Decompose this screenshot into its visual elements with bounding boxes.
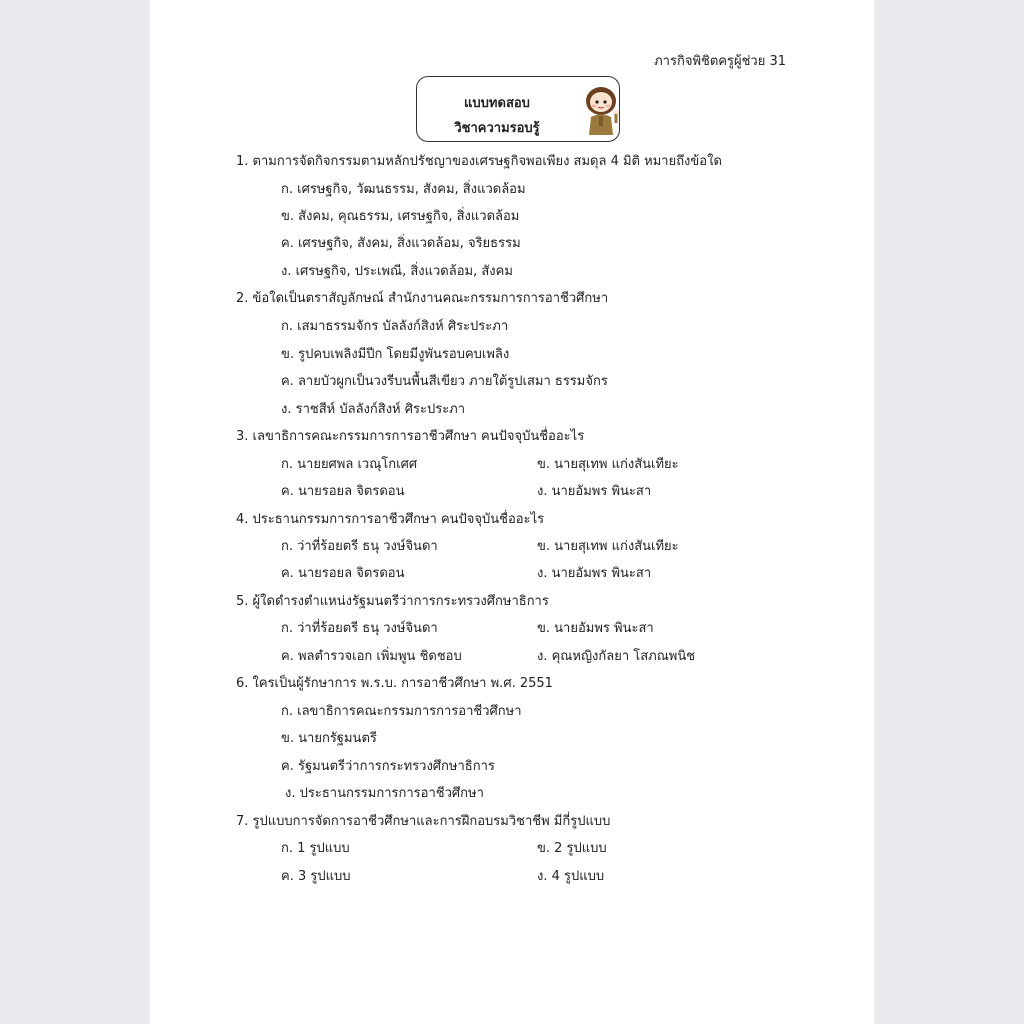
q4-option-a: ก. ว่าที่ร้อยตรี ธนุ วงษ์จินดา: [281, 539, 438, 554]
q7-option-c: ค. 3 รูปแบบ: [281, 869, 351, 884]
q1-option-c: ค. เศรษฐกิจ, สังคม, สิ่งแวดล้อม, จริยธรรม: [281, 236, 521, 251]
q6-option-a: ก. เลขาธิการคณะกรรมการการอาชีวศึกษา: [281, 704, 522, 719]
q6-option-d: ง. ประธานกรรมการการอาชีวศึกษา: [285, 786, 484, 801]
q3-option-a: ก. นายยศพล เวณุโกเศศ: [281, 457, 418, 472]
title-box: [416, 76, 620, 142]
q2-option-c: ค. ลายบัวผูกเป็นวงรีบนพื้นสีเขียว ภายใต้รูปเสมา ธรรมจักร: [281, 374, 608, 389]
q4-option-c: ค. นายรอยล จิตรดอน: [281, 566, 405, 581]
question-4: 4. ประธานกรรมการการอาชีวศึกษา คนปัจจุบันชื่ออะไร: [236, 512, 545, 527]
q3-option-b: ข. นายสุเทพ แก่งสันเทียะ: [537, 457, 679, 472]
q3-option-c: ค. นายรอยล จิตรดอน: [281, 484, 405, 499]
q4-option-b: ข. นายสุเทพ แก่งสันเทียะ: [537, 539, 679, 554]
q7-option-d: ง. 4 รูปแบบ: [537, 869, 605, 884]
q3-option-d: ง. นายอัมพร พินะสา: [537, 484, 652, 499]
q5-option-d: ง. คุณหญิงกัลยา โสภณพนิช: [537, 649, 696, 664]
question-6: 6. ใครเป็นผู้รักษาการ พ.ร.บ. การอาชีวศึกษา พ.ศ. 2551: [236, 676, 553, 691]
question-3: 3. เลขาธิการคณะกรรมการการอาชีวศึกษา คนปัจจุบันชื่ออะไร: [236, 429, 585, 444]
question-7: 7. รูปแบบการจัดการอาชีวศึกษาและการฝึกอบรมวิชาชีพ มีกี่รูปแบบ: [236, 814, 611, 829]
title-line-1: แบบทดสอบ: [464, 96, 530, 111]
q1-option-a: ก. เศรษฐกิจ, วัฒนธรรม, สังคม, สิ่งแวดล้อม: [281, 182, 526, 197]
q6-option-c: ค. รัฐมนตรีว่าการกระทรวงศึกษาธิการ: [281, 759, 495, 774]
teacher-mascot-icon: [580, 83, 622, 135]
q4-option-d: ง. นายอัมพร พินะสา: [537, 566, 652, 581]
question-5: 5. ผู้ใดดำรงตำแหน่งรัฐมนตรีว่าการกระทรวงศึกษาธิการ: [236, 594, 549, 609]
q2-option-d: ง. ราชสีห์ บัลลังก์สิงห์ ศิระประภา: [281, 402, 466, 417]
question-1: 1. ตามการจัดกิจกรรมตามหลักปรัชญาของเศรษฐกิจพอเพียง สมดุล 4 มิติ หมายถึงข้อใด: [236, 154, 722, 169]
q2-option-a: ก. เสมาธรรมจักร บัลลังก์สิงห์ ศิระประภา: [281, 319, 509, 334]
q7-option-a: ก. 1 รูปแบบ: [281, 841, 350, 856]
q1-option-d: ง. เศรษฐกิจ, ประเพณี, สิ่งแวดล้อม, สังคม: [281, 264, 513, 279]
q7-option-b: ข. 2 รูปแบบ: [537, 841, 607, 856]
q6-option-b: ข. นายกรัฐมนตรี: [281, 731, 377, 746]
q2-option-b: ข. รูปคบเพลิงมีปีก โดยมีงูพันรอบคบเพลิง: [281, 347, 510, 362]
q5-option-c: ค. พลตำรวจเอก เพิ่มพูน ชิดชอบ: [281, 649, 462, 664]
question-2: 2. ข้อใดเป็นตราสัญลักษณ์ สำนักงานคณะกรรมการการอาชีวศึกษา: [236, 291, 609, 306]
q5-option-a: ก. ว่าที่ร้อยตรี ธนุ วงษ์จินดา: [281, 621, 438, 636]
q5-option-b: ข. นายอัมพร พินะสา: [537, 621, 654, 636]
document-page: [150, 0, 874, 1024]
q1-option-b: ข. สังคม, คุณธรรม, เศรษฐกิจ, สิ่งแวดล้อม: [281, 209, 520, 224]
page-header-label: ภารกิจพิชิตครูผู้ช่วย 31: [654, 54, 786, 69]
title-line-2: วิชาความรอบรู้: [454, 121, 540, 136]
